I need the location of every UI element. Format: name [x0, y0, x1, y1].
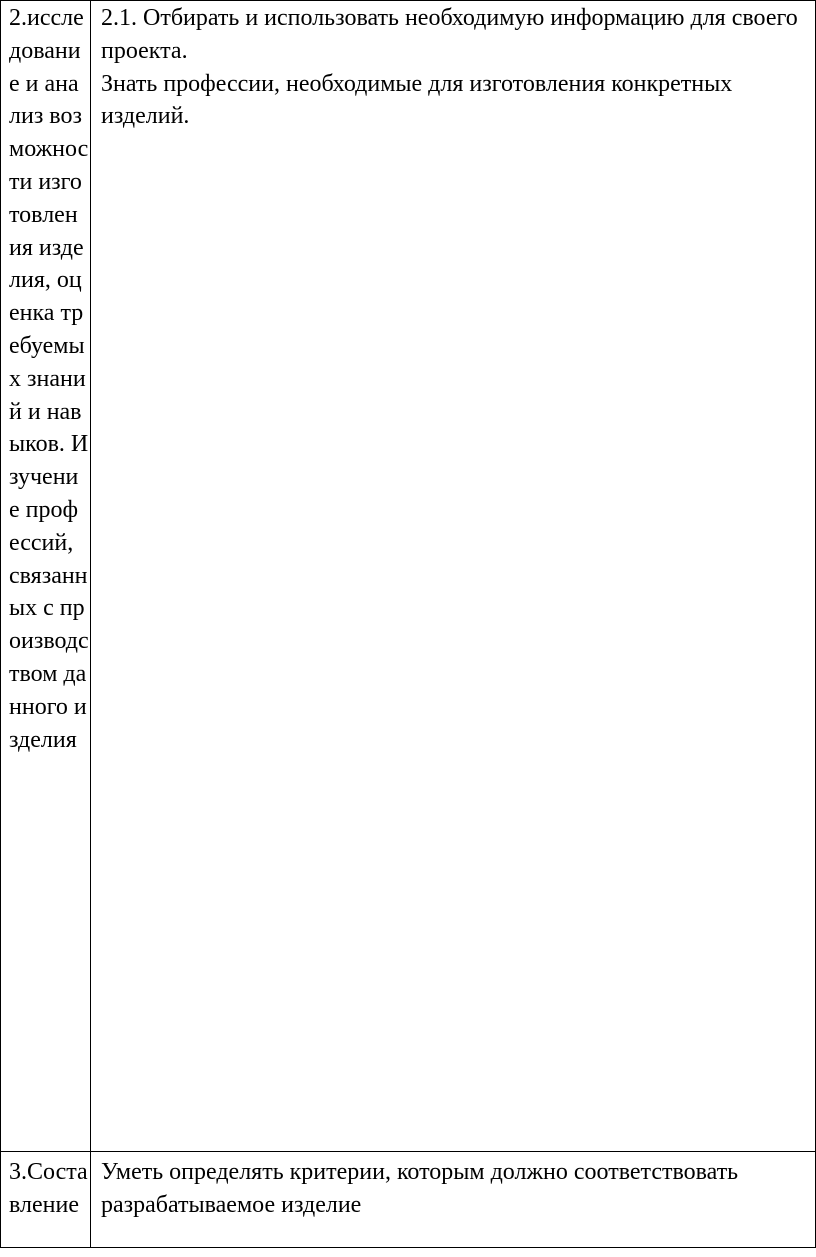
stage-cell [1, 1152, 91, 1248]
skills-paragraph: 2.1. Отбирать и использовать необходимую информацию для своего проекта. [101, 5, 798, 64]
stage-text: 2.исследование и анализ возможности изготовления изделия, оценка требуемых знаний и навыков. Изучение профессий, связанных с производством данного изделия [9, 5, 89, 753]
skills-paragraph: Знать профессии, необходимые для изготовления конкретных изделий. [101, 70, 733, 130]
table-row [1, 1, 816, 1152]
skills-cell [91, 1, 816, 1152]
skills-text [91, 1152, 815, 1222]
skills-text [91, 1, 815, 133]
skills-paragraph: Уметь определять критерии, которым должно соответствовать разрабатываемое изделие [101, 1159, 739, 1218]
stage-text: 3.Составление [9, 1159, 88, 1218]
table-row [1, 1152, 816, 1248]
stage-cell [1, 1, 91, 1152]
skills-cell [91, 1152, 816, 1248]
